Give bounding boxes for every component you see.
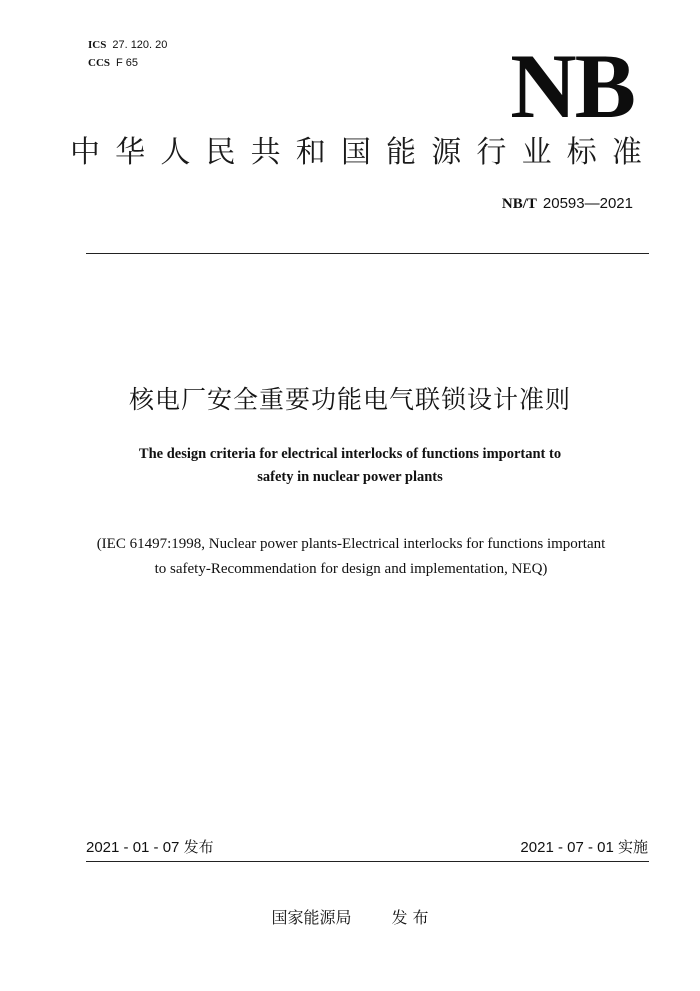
title-char: 行 bbox=[476, 135, 507, 170]
title-char: 源 bbox=[431, 135, 462, 170]
document-title-cn: 核电厂安全重要功能电气联锁设计准则 bbox=[128, 385, 571, 414]
title-char: 华 bbox=[115, 135, 146, 170]
document-title-en-line2: safety in nuclear power plants bbox=[257, 469, 443, 485]
issue-date: 2021 - 01 - 07 发布 bbox=[86, 839, 214, 856]
title-char: 中 bbox=[70, 135, 100, 170]
title-char: 民 bbox=[205, 135, 236, 170]
ccs-label: CCS bbox=[88, 57, 111, 69]
title-char: 能 bbox=[386, 135, 417, 170]
footer-divider bbox=[86, 861, 649, 862]
implementation-date: 2021 - 07 - 01 实施 bbox=[520, 839, 648, 856]
document-title-en bbox=[80, 443, 620, 489]
title-char: 人 bbox=[160, 135, 191, 170]
standard-code-prefix: NB/T bbox=[501, 196, 537, 212]
ics-code bbox=[88, 38, 167, 52]
title-char: 和 bbox=[295, 135, 326, 170]
document-title-en-line1: The design criteria for electrical interlocks of functions important to bbox=[138, 446, 562, 462]
equivalence-line2: to safety-Recommendation for design and implementation, NEQ) bbox=[154, 561, 548, 577]
issuer bbox=[0, 906, 700, 930]
title-char: 国 bbox=[340, 135, 371, 170]
ics-label: ICS bbox=[88, 39, 107, 51]
ics-value: 27. 120. 20 bbox=[112, 39, 168, 51]
equivalence-line1: (IEC 61497:1998, Nuclear power plants-Electrical interlocks for functions important bbox=[96, 536, 606, 552]
issuer-action: 发 布 bbox=[391, 908, 429, 927]
title-char: 业 bbox=[521, 135, 552, 170]
issuer-name: 国家能源局 bbox=[271, 908, 352, 927]
header-divider bbox=[86, 253, 649, 254]
title-char: 准 bbox=[611, 135, 642, 170]
nb-logo: NB bbox=[510, 35, 634, 137]
ccs-value: F 65 bbox=[116, 57, 139, 69]
standard-code bbox=[502, 193, 633, 214]
ccs-code bbox=[88, 56, 138, 70]
standard-category-title bbox=[70, 133, 642, 173]
equivalence-statement bbox=[60, 532, 642, 582]
title-char: 标 bbox=[566, 135, 597, 170]
standard-code-number: 20593—2021 bbox=[542, 195, 633, 212]
title-char: 共 bbox=[250, 135, 281, 170]
